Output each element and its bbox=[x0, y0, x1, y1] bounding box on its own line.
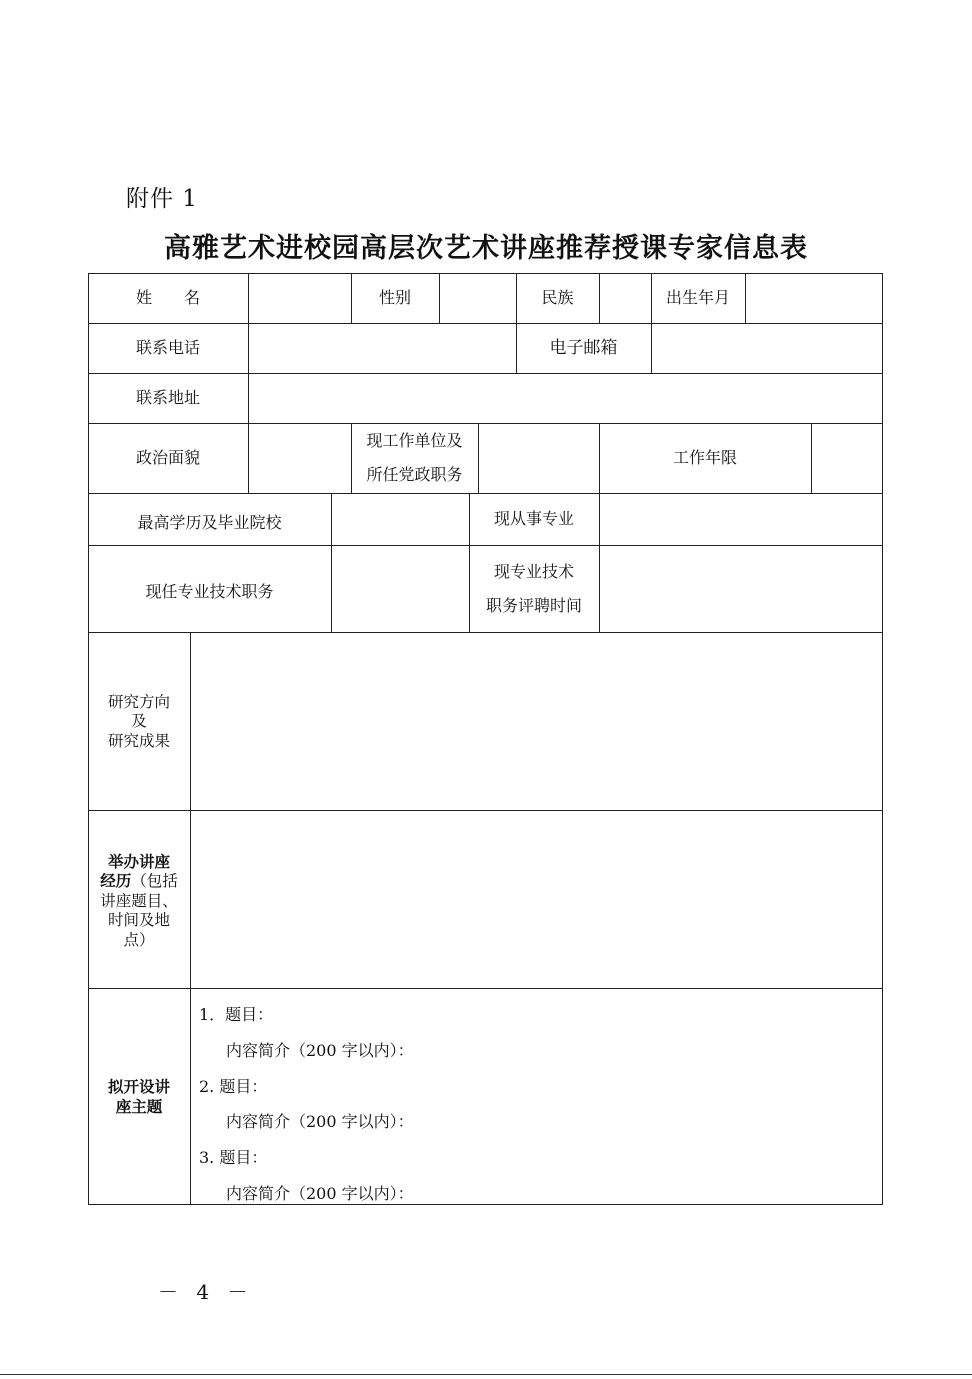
political-status-label: 政治面貌 bbox=[135, 447, 200, 467]
lecture-history-line2 bbox=[100, 871, 178, 891]
form-title: 高雅艺术进校园高层次艺术讲座推荐授课专家信息表 bbox=[164, 233, 808, 264]
tech-time-line2: 职务评聘时间 bbox=[485, 595, 582, 615]
lecture-history-line5: 点） bbox=[123, 930, 155, 949]
lecture-history-label bbox=[88, 810, 190, 988]
name-label: 姓 名 bbox=[135, 287, 200, 307]
phone-label: 联系电话 bbox=[135, 337, 200, 357]
proposed-topics-label bbox=[88, 988, 190, 1205]
attachment-label: 附件 1 bbox=[126, 186, 198, 212]
col-divider bbox=[478, 423, 479, 493]
education-label: 最高学历及毕业院校 bbox=[137, 512, 282, 532]
topic-1-title: 1．题目： bbox=[199, 1005, 274, 1024]
workplace-label-line2: 所任党政职务 bbox=[366, 465, 463, 484]
lecture-history-bold: 经历 bbox=[100, 871, 132, 891]
topic-3-title: 3. 题目： bbox=[199, 1148, 268, 1167]
tech-title-label: 现任专业技术职务 bbox=[145, 582, 274, 602]
research-line3: 研究成果 bbox=[107, 731, 170, 750]
email-label: 电子邮箱 bbox=[549, 337, 618, 358]
col-divider bbox=[248, 373, 249, 423]
lecture-history-note: （包括 bbox=[131, 872, 178, 891]
lecture-history-line3: 讲座题目、 bbox=[100, 891, 178, 910]
workplace-label bbox=[351, 423, 478, 493]
birth-date-label: 出生年月 bbox=[665, 287, 730, 307]
address-label: 联系地址 bbox=[135, 387, 200, 407]
lecture-history-line4: 时间及地 bbox=[107, 911, 170, 930]
research-label bbox=[88, 632, 190, 810]
row-divider bbox=[88, 988, 883, 989]
col-divider bbox=[439, 273, 440, 323]
col-divider bbox=[248, 423, 249, 493]
topic-2-summary: 内容简介（200 字以内）： bbox=[226, 1112, 414, 1131]
tech-time-line1: 现专业技术 bbox=[493, 561, 574, 581]
topic-3-summary: 内容简介（200 字以内）： bbox=[226, 1184, 414, 1203]
lecture-history-line1: 举办讲座 bbox=[107, 852, 170, 872]
work-years-label: 工作年限 bbox=[672, 447, 737, 467]
topics-line2: 座主题 bbox=[115, 1096, 163, 1116]
col-divider bbox=[599, 493, 600, 632]
topic-1-summary: 内容简介（200 字以内）： bbox=[226, 1041, 414, 1060]
research-line2: 及 bbox=[131, 712, 147, 731]
topic-2-title: 2. 题目： bbox=[199, 1077, 268, 1096]
workplace-label-line1: 现工作单位及 bbox=[366, 431, 463, 451]
col-divider bbox=[599, 273, 600, 323]
col-divider bbox=[811, 423, 812, 493]
tech-appointment-time-label bbox=[469, 545, 599, 632]
col-divider bbox=[248, 273, 249, 323]
col-divider bbox=[190, 632, 191, 1205]
col-divider bbox=[745, 273, 746, 323]
row-divider bbox=[88, 810, 883, 811]
gender-label: 性别 bbox=[378, 287, 411, 307]
col-divider bbox=[248, 323, 249, 373]
current-major-label: 现从事专业 bbox=[493, 508, 574, 528]
row-divider bbox=[88, 632, 883, 633]
col-divider bbox=[651, 323, 652, 373]
topics-line1: 拟开设讲 bbox=[107, 1077, 170, 1097]
page-bottom-rule bbox=[0, 1374, 972, 1375]
ethnicity-label: 民族 bbox=[541, 287, 574, 307]
research-line1: 研究方向 bbox=[107, 692, 170, 711]
page-number: － 4 － bbox=[158, 1280, 254, 1304]
col-divider bbox=[331, 493, 332, 632]
